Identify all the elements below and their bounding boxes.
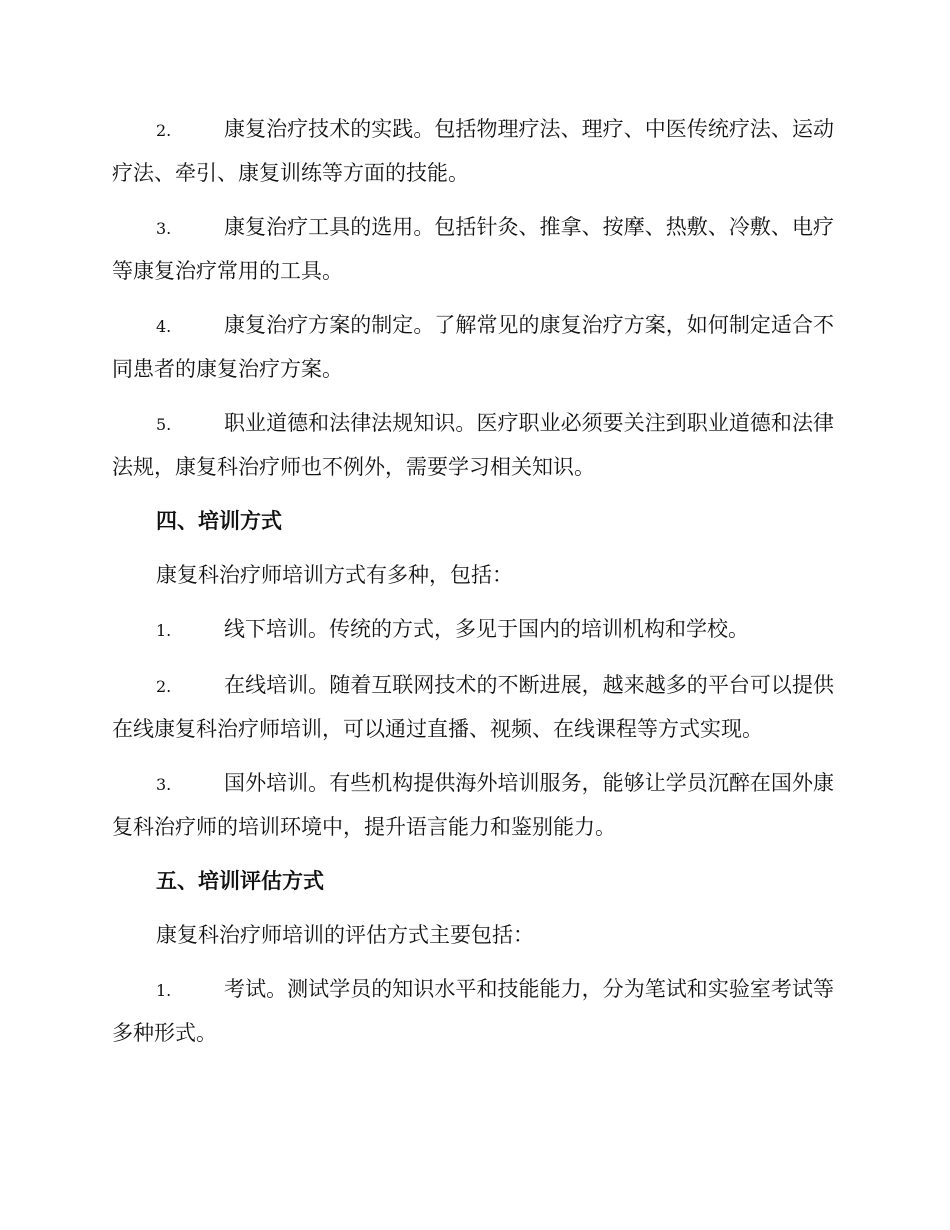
list-text: 在线培训。随着互联网技术的不断进展，越来越多的平台可以提供在线康复科治疗师培训，可以通过直播、视频、在线课程等方式实现。: [112, 673, 834, 741]
list-number: 1.: [156, 621, 172, 640]
list-text: 职业道德和法律法规知识。医疗职业必须要关注到职业道德和法律法规，康复科治疗师也不例外，需要学习相关知识。: [112, 411, 834, 479]
list-text: 国外培训。有些机构提供海外培训服务，能够让学员沉醉在国外康复科治疗师的培训环境中，提升语言能力和鉴别能力。: [112, 771, 834, 839]
list-text: 线下培训。传统的方式，多见于国内的培训机构和学校。: [224, 617, 749, 641]
list-text: 考试。测试学员的知识水平和技能能力，分为笔试和实验室考试等多种形式。: [112, 977, 834, 1045]
list-number: 1.: [156, 981, 172, 1000]
list-item: [112, 968, 834, 1054]
list-number: 5.: [156, 415, 172, 434]
list-item: [112, 608, 834, 652]
list-text: 康复治疗工具的选用。包括针灸、推拿、按摩、热敷、冷敷、电疗等康复治疗常用的工具。: [112, 215, 834, 283]
list-number: 3.: [156, 775, 172, 794]
list-item: [112, 108, 834, 194]
list-number: 4.: [156, 317, 172, 336]
list-item: [112, 304, 834, 390]
document-body: [112, 108, 834, 1066]
list-item: [112, 206, 834, 292]
list-text: 康复治疗方案的制定。了解常见的康复治疗方案，如何制定适合不同患者的康复治疗方案。: [112, 313, 834, 381]
list-item: [112, 402, 834, 488]
section-intro: 康复科治疗师培训的评估方式主要包括：: [156, 923, 534, 947]
list-number: 2.: [156, 121, 172, 140]
section-intro: 康复科治疗师培训方式有多种，包括：: [156, 563, 513, 587]
list-number: 2.: [156, 677, 172, 696]
section-heading-evaluation-methods: 五、培训评估方式: [156, 868, 324, 893]
list-item: [112, 664, 834, 750]
list-text: 康复治疗技术的实践。包括物理疗法、理疗、中医传统疗法、运动疗法、牵引、康复训练等方面的技能。: [112, 117, 834, 185]
section-heading-training-methods: 四、培训方式: [156, 508, 282, 533]
list-item: [112, 762, 834, 848]
list-number: 3.: [156, 219, 172, 238]
